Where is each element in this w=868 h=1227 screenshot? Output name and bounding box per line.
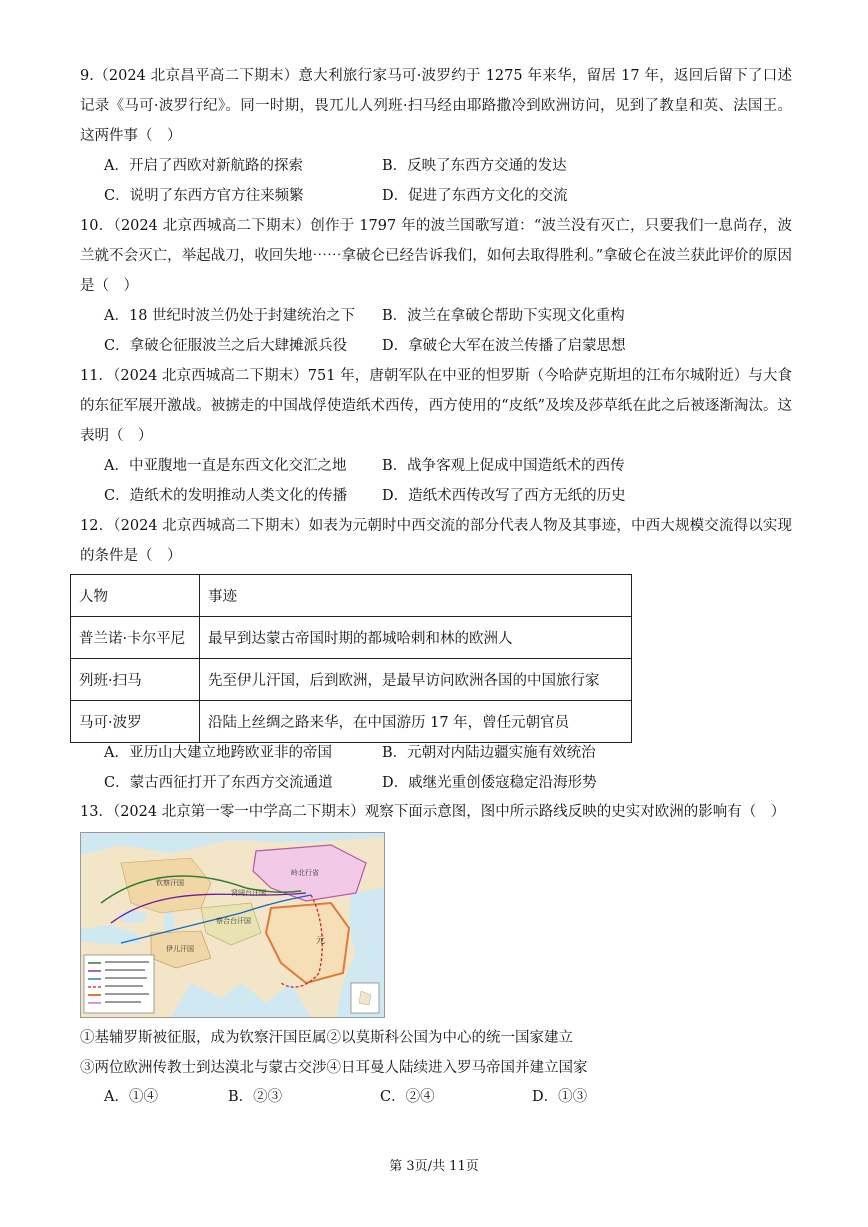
q9-option-b: B．反映了东西方交通的发达 bbox=[382, 158, 567, 174]
question-9-options bbox=[104, 151, 794, 211]
table-header-row bbox=[71, 575, 632, 617]
table-cell-deeds: 最早到达蒙古帝国时期的都城哈剌和林的欧洲人 bbox=[200, 617, 632, 659]
table-cell-person: 普兰诺·卡尔平尼 bbox=[71, 617, 200, 659]
q12-option-d: D．戚继光重创倭寇稳定沿海形势 bbox=[382, 775, 597, 791]
q9-option-c: C．说明了东西方官方往来频繁 bbox=[104, 188, 304, 204]
question-11-options bbox=[104, 451, 794, 511]
q13-option-c: C．②④ bbox=[380, 1089, 435, 1105]
question-10-options bbox=[104, 301, 794, 361]
question-12-stem: 12．（2024 北京西城高二下期末）如表为元朝时中西交流的部分代表人物及其事迹，中西大规模交流得以实现的条件是（ ） bbox=[80, 518, 792, 564]
table-cell-deeds: 沿陆上丝绸之路来华，在中国游历 17 年，曾任元朝官员 bbox=[200, 701, 632, 743]
q13-option-d: D．①③ bbox=[532, 1089, 588, 1105]
map-label-ogedei: 窝阔台汗国 bbox=[231, 889, 266, 897]
figures-table bbox=[70, 574, 632, 743]
question-13-stem: 13．（2024 北京第一零一中学高二下期末）观察下面示意图，图中所示路线反映的史实对欧洲的影响有（ ） bbox=[80, 804, 786, 820]
q11-option-a: A．中亚腹地一直是东西文化交汇之地 bbox=[104, 458, 347, 474]
table-cell-deeds: 先至伊儿汗国，后到欧洲，是最早访问欧洲各国的中国旅行家 bbox=[200, 659, 632, 701]
map-label-chagatai: 察合台汗国 bbox=[216, 917, 251, 925]
table-cell-person: 马可·波罗 bbox=[71, 701, 200, 743]
mongol-routes-map bbox=[80, 832, 385, 1018]
q12-option-a: A．亚历山大建立地跨欧亚非的帝国 bbox=[104, 745, 332, 761]
q11-option-c: C．造纸术的发明推动人类文化的传播 bbox=[104, 488, 348, 504]
table-header-deeds: 事迹 bbox=[200, 575, 632, 617]
q9-option-a: A．开启了西欧对新航路的探索 bbox=[104, 158, 303, 174]
table-cell-person: 列班·扫马 bbox=[71, 659, 200, 701]
table-header-person: 人物 bbox=[71, 575, 200, 617]
table-row bbox=[71, 701, 632, 743]
q12-option-b: B．元朝对内陆边疆实施有效统治 bbox=[382, 745, 596, 761]
q10-option-c: C．拿破仑征服波兰之后大肆摊派兵役 bbox=[104, 338, 348, 354]
question-9-stem: 9.（2024 北京昌平高二下期末）意大利旅行家马可·波罗约于 1275 年来华，留居 17 年，返回后留下了口述记录《马可·波罗行纪》。同一时期，畏兀儿人列班·扫马经由耶路撒冷到欧洲访问，见到了教皇和英、法国王。这两件事（ ） bbox=[80, 68, 792, 144]
question-12-options bbox=[104, 738, 794, 798]
q13-option-b: B．②③ bbox=[228, 1089, 283, 1105]
q12-option-c: C．蒙古西征打开了东西方交流通道 bbox=[104, 775, 333, 791]
q10-option-b: B．波兰在拿破仑帮助下实现文化重构 bbox=[382, 308, 625, 324]
q10-option-a: A．18 世纪时波兰仍处于封建统治之下 bbox=[104, 308, 356, 324]
map-label-lingbei: 岭北行省 bbox=[291, 869, 319, 877]
q13-statement-line-2: ③两位欧洲传教士到达漠北与蒙古交涉④日耳曼人陆续进入罗马帝国并建立国家 bbox=[80, 1060, 588, 1076]
table-row bbox=[71, 659, 632, 701]
q11-option-b: B．战争客观上促成中国造纸术的西传 bbox=[382, 458, 625, 474]
q11-option-d: D．造纸术西传改写了西方无纸的历史 bbox=[382, 488, 626, 504]
map-label-golden-horde: 钦察汗国 bbox=[156, 879, 184, 887]
question-10-stem: 10．（2024 北京西城高二下期末）创作于 1797 年的波兰国歌写道：“波兰没有灭亡，只要我们一息尚存，波兰就不会灭亡，举起战刀，收回失地⋯⋯拿破仑已经告诉我们，如何去取得胜利。”拿破仑在波兰获此评价的原因是（ ） bbox=[80, 218, 792, 294]
q9-option-d: D．促进了东西方文化的交流 bbox=[382, 188, 568, 204]
q10-option-d: D．拿破仑大军在波兰传播了启蒙思想 bbox=[382, 338, 626, 354]
question-13-options bbox=[104, 1082, 704, 1112]
q13-option-a: A．①④ bbox=[104, 1089, 158, 1105]
question-11-stem: 11．（2024 北京西城高二下期末）751 年，唐朝军队在中亚的怛罗斯（今哈萨克斯坦的江布尔城附近）与大食的东征军展开激战。被掳走的中国战俘使造纸术西传，西方使用的“皮纸”及埃及莎草纸在此之后被逐渐淘汰。这表明（ ） bbox=[80, 368, 792, 444]
q13-statement-line-1: ①基辅罗斯被征服，成为钦察汗国臣属②以莫斯科公国为中心的统一国家建立 bbox=[80, 1030, 573, 1046]
table-row bbox=[71, 617, 632, 659]
map-label-ilkhanate: 伊儿汗国 bbox=[166, 945, 194, 953]
map-label-yuan: 元 bbox=[316, 936, 326, 946]
page-footer: 第 3页/共 11页 bbox=[389, 1159, 479, 1174]
